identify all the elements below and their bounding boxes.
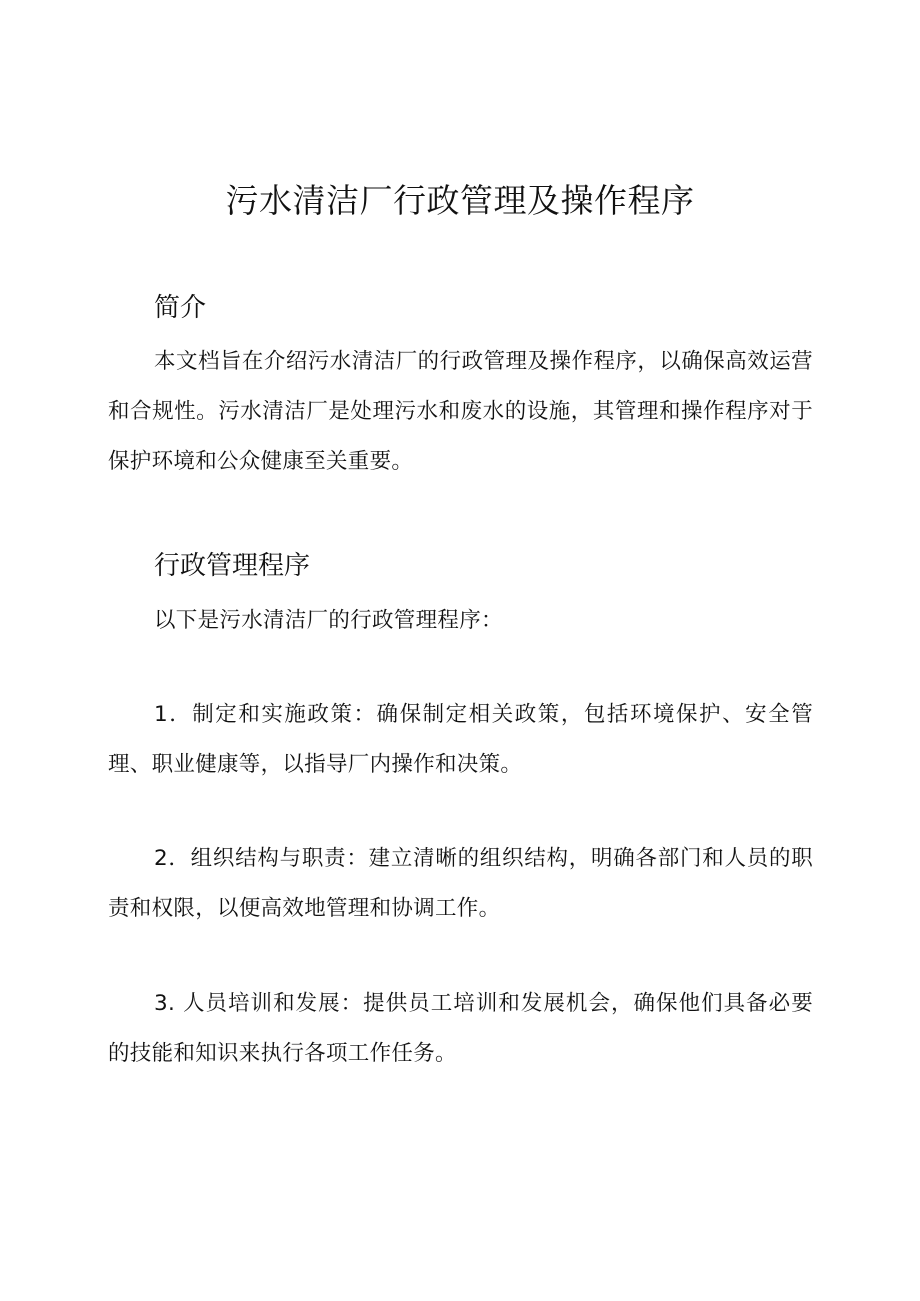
- admin-heading: 行政管理程序: [154, 551, 311, 581]
- intro-paragraph: 本文档旨在介绍污水清洁厂的行政管理及操作程序，以确保高效运营和合规性。污水清洁厂是处理污水和废水的设施，其管理和操作程序对于保护环境和公众健康至关重要。: [108, 349, 813, 474]
- document-title: 污水清洁厂行政管理及操作程序: [225, 181, 695, 220]
- list-item: 1．制定和实施政策：确保制定相关政策，包括环境保护、安全管理、职业健康等，以指导厂内操作和决策。: [108, 702, 813, 777]
- admin-lead: 以下是污水清洁厂的行政管理程序：: [154, 608, 503, 633]
- intro-section: [108, 288, 813, 487]
- intro-heading: 简介: [154, 293, 207, 323]
- admin-section: [108, 546, 813, 646]
- list-item: 2．组织结构与职责：建立清晰的组织结构，明确各部门和人员的职责和权限，以便高效地管理和协调工作。: [108, 846, 813, 921]
- list-item: 3. 人员培训和发展：提供员工培训和发展机会，确保他们具备必要的技能和知识来执行各项工作任务。: [108, 991, 813, 1066]
